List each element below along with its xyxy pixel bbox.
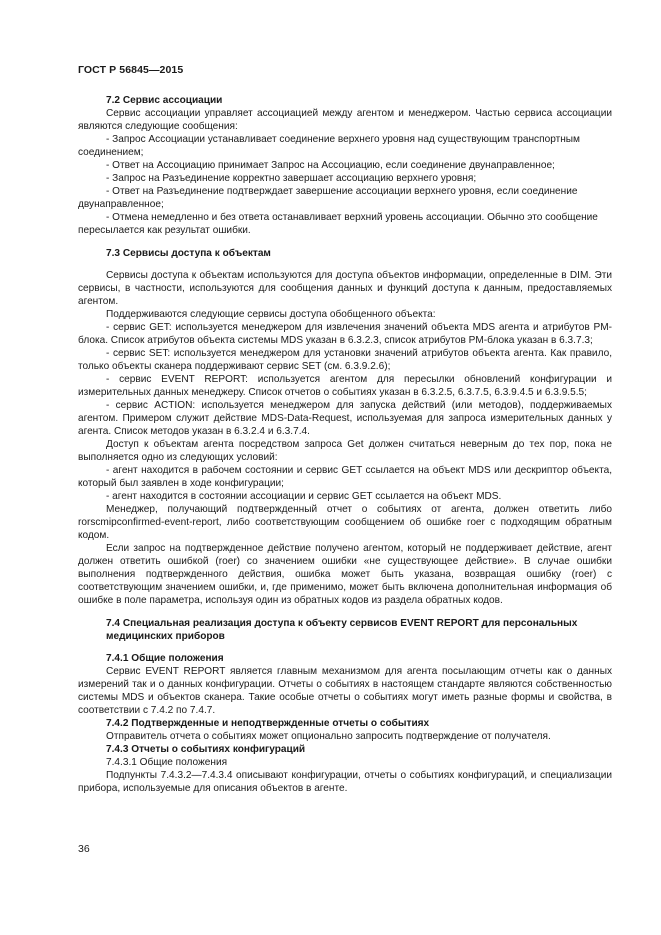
paragraph: Сервис EVENT REPORT является главным механизмом для агента посылающим отчеты как о данных измерений так и о данных конфигурации. Отчеты о событиях в настоящем стандарте являются собственностью системы MDS и объектов сканера. Такие особые отчеты о событиях могут иметь разные формы и свойства, в соответствии с 7.4.2 по 7.4.7. bbox=[78, 666, 612, 716]
paragraph: Если запрос на подтвержденное действие получено агентом, который не поддерживает действие, агент должен ответить ошибкой (roer) со значением ошибки «не существующее действие». В случае ошибки выполнения подтвержденного действия, ошибка может быть указана, возвращая ошибку (roer) с соответствующим значением ошибки, и, где применимо, может быть включена дополнительная информация об ошибке в поле параметра, используя один из обратных кодов из раздела обратных кодов. bbox=[78, 543, 612, 606]
paragraph: Сервисы доступа к объектам используются для доступа объектов информации, определенные в DIM. Эти сервисы, в частности, используются для сообщения данных и функций доступа к данным, предоставляемых агентом. bbox=[78, 270, 612, 307]
list-item: - агент находится в состоянии ассоциации и сервис GET ссылается на объект MDS. bbox=[106, 491, 502, 502]
section-7-2-heading: 7.2 Сервис ассоциации bbox=[106, 95, 223, 106]
list-item: - сервис EVENT REPORT: используется агентом для пересылки обновлений конфигурации и измерительных данных менеджеру. Список отчетов о событиях указан в 6.3.2.5, 6.3.7.5, 6.3.9.4.5 и 6.3.9.5.5; bbox=[78, 374, 612, 398]
paragraph: Поддерживаются следующие сервисы доступа обобщенного объекта: bbox=[106, 309, 436, 320]
list-item: - сервис SET: используется менеджером для установки значений атрибутов объекта агента. Как правило, только объекты сканера поддерживают сервис SET (см. 6.3.9.2.6); bbox=[78, 348, 612, 372]
list-item: - агент находится в рабочем состоянии и сервис GET ссылается на объект MDS или дескриптор объекта, который был заявлен в ходе конфигурации; bbox=[78, 465, 612, 489]
list-item: - Запрос на Разъединение корректно завершает ассоциацию верхнего уровня; bbox=[106, 173, 477, 184]
list-item: - Отмена немедленно и без ответа останавливает верхний уровень ассоциации. Обычно это сообщение пересылается как результат ошибки. bbox=[78, 212, 598, 236]
section-7-4-2-heading: 7.4.2 Подтвержденные и неподтвержденные отчеты о событиях bbox=[106, 718, 430, 729]
list-item: - Запрос Ассоциации устанавливает соединение верхнего уровня над существующим транспортным соединением; bbox=[78, 134, 580, 158]
section-7-4-1-heading: 7.4.1 Общие положения bbox=[106, 653, 224, 664]
list-item: - Ответ на Разъединение подтверждает завершение ассоциации верхнего уровня, если соединение двунаправленное; bbox=[78, 186, 578, 210]
standard-header: ГОСТ Р 56845—2015 bbox=[78, 64, 184, 76]
list-item: - Ответ на Ассоциацию принимает Запрос на Ассоциацию, если соединение двунаправленное; bbox=[106, 160, 555, 171]
page-number: 36 bbox=[78, 843, 90, 855]
paragraph: Отправитель отчета о событиях может опционально запросить подтверждение от получателя. bbox=[106, 731, 551, 742]
paragraph: Менеджер, получающий подтвержденный отчет о событиях от агента, должен ответить либо rorscmipconfirmed-event-report, либо соответствующим сообщением об ошибке roer с подходящим обратным кодом. bbox=[78, 504, 612, 541]
section-7-4-3-1-heading: 7.4.3.1 Общие положения bbox=[106, 757, 228, 768]
section-7-4-heading: 7.4 Специальная реализация доступа к объекту сервисов EVENT REPORT для персональных медицинских приборов bbox=[106, 618, 578, 642]
section-7-4-3-heading: 7.4.3 Отчеты о событиях конфигураций bbox=[106, 744, 306, 755]
paragraph: Доступ к объектам агента посредством запроса Get должен считаться неверным до тех пор, пока не выполняется одно из следующих условий: bbox=[78, 439, 612, 463]
document-body bbox=[78, 94, 612, 795]
section-7-3-heading: 7.3 Сервисы доступа к объектам bbox=[106, 248, 271, 259]
paragraph: Подпункты 7.4.3.2—7.4.3.4 описывают конфигурации, отчеты о событиях конфигураций, и специализации прибора, используемые для описания объектов в агенте. bbox=[78, 770, 612, 794]
list-item: - сервис ACTION: используется менеджером для запуска действий (или методов), поддерживаемых агентом. Примером служит действие MDS-Data-Request, используемая для запроса измерительных данных у агента. Список методов указан в 6.3.2.4 и 6.3.7.4. bbox=[78, 400, 612, 437]
section-7-2-intro: Сервис ассоциации управляет ассоциацией между агентом и менеджером. Частью сервиса ассоциации являются следующие сообщения: bbox=[78, 108, 612, 132]
list-item: - сервис GET: используется менеджером для извлечения значений объекта MDS агента и атрибутов PM-блока. Список атрибутов объекта системы MDS указан в 6.3.2.3, список атрибутов PM-блока указан в 6.3.7.3; bbox=[78, 322, 612, 346]
